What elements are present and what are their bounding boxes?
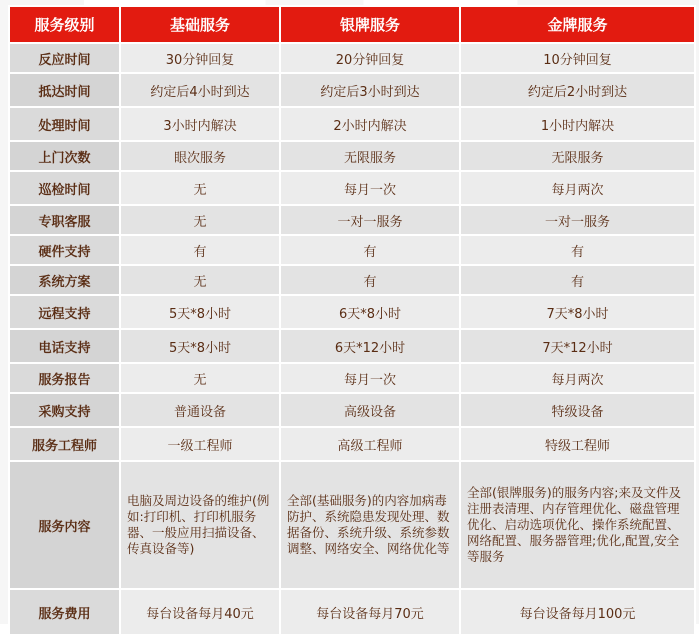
row-label: 服务内容 — [9, 461, 120, 589]
row-label: 远程支持 — [9, 295, 120, 329]
table-cell: 眼次服务 — [120, 141, 280, 171]
header-service-level: 服务级别 — [9, 6, 120, 43]
table-cell: 有 — [460, 235, 695, 265]
table-row — [9, 141, 695, 171]
table-cell: 1小时内解决 — [460, 107, 695, 141]
basic-service-content: 电脑及周边设备的维护(例如:打印机、打印机服务器、一般应用扫描设备、传真设备等) — [120, 461, 280, 589]
table-cell: 有 — [280, 235, 460, 265]
row-label: 抵达时间 — [9, 73, 120, 107]
table-row — [9, 43, 695, 73]
table-cell: 约定后4小时到达 — [120, 73, 280, 107]
header-silver-service: 银牌服务 — [280, 6, 460, 43]
table-cell: 一对一服务 — [460, 205, 695, 235]
table-cell: 无 — [120, 205, 280, 235]
silver-service-content: 全部(基础服务)的内容加病毒防护、系统隐患发现处理、数据备份、系统升级、系统参数调整、网络安全、网络优化等 — [280, 461, 460, 589]
row-label: 服务报告 — [9, 363, 120, 393]
header-gold-service: 金牌服务 — [460, 6, 695, 43]
table-cell: 无限服务 — [460, 141, 695, 171]
table-row — [9, 329, 695, 363]
row-label: 电话支持 — [9, 329, 120, 363]
row-label: 反应时间 — [9, 43, 120, 73]
table-row — [9, 205, 695, 235]
table-cell: 10分钟回复 — [460, 43, 695, 73]
row-label: 巡检时间 — [9, 171, 120, 205]
table-cell: 普通设备 — [120, 393, 280, 427]
table-cell: 7天*12小时 — [460, 329, 695, 363]
table-cell: 每月一次 — [280, 363, 460, 393]
gold-service-fee: 每台设备每月100元 — [460, 589, 695, 635]
table-cell: 每月两次 — [460, 363, 695, 393]
row-label: 系统方案 — [9, 265, 120, 295]
table-cell: 2小时内解决 — [280, 107, 460, 141]
table-cell: 5天*8小时 — [120, 329, 280, 363]
table-cell: 无 — [120, 363, 280, 393]
table-cell: 有 — [120, 235, 280, 265]
table-cell: 3小时内解决 — [120, 107, 280, 141]
table-row — [9, 427, 695, 461]
table-cell: 无 — [120, 265, 280, 295]
table-cell: 高级工程师 — [280, 427, 460, 461]
table-row — [9, 171, 695, 205]
table-cell: 无 — [120, 171, 280, 205]
table-cell: 高级设备 — [280, 393, 460, 427]
table-cell: 约定后3小时到达 — [280, 73, 460, 107]
row-label: 服务工程师 — [9, 427, 120, 461]
row-label: 上门次数 — [9, 141, 120, 171]
table-cell: 7天*8小时 — [460, 295, 695, 329]
header-basic-service: 基础服务 — [120, 6, 280, 43]
table-cell: 特级工程师 — [460, 427, 695, 461]
table-cell: 5天*8小时 — [120, 295, 280, 329]
table-cell: 无限服务 — [280, 141, 460, 171]
table-cell: 一级工程师 — [120, 427, 280, 461]
service-fee-row — [9, 589, 695, 635]
table-cell: 20分钟回复 — [280, 43, 460, 73]
table-row — [9, 235, 695, 265]
table-cell: 特级设备 — [460, 393, 695, 427]
table-cell: 约定后2小时到达 — [460, 73, 695, 107]
table-row — [9, 73, 695, 107]
table-cell: 每月一次 — [280, 171, 460, 205]
table-cell: 一对一服务 — [280, 205, 460, 235]
table-row — [9, 295, 695, 329]
row-label: 采购支持 — [9, 393, 120, 427]
table-row — [9, 107, 695, 141]
table-header-row — [9, 6, 695, 43]
service-content-row — [9, 461, 695, 589]
table-row — [9, 393, 695, 427]
table-row — [9, 265, 695, 295]
table-cell: 有 — [460, 265, 695, 295]
row-label: 硬件支持 — [9, 235, 120, 265]
table-cell: 6天*12小时 — [280, 329, 460, 363]
row-label: 服务费用 — [9, 589, 120, 635]
silver-service-fee: 每台设备每月70元 — [280, 589, 460, 635]
gold-service-content: 全部(银牌服务)的服务内容;来及文件及注册表清理、内存管理优化、磁盘管理优化、启动选项优化、操作系统配置、网络配置、服务器管理;优化,配置,安全等服务 — [460, 461, 695, 589]
table-cell: 6天*8小时 — [280, 295, 460, 329]
table-cell: 30分钟回复 — [120, 43, 280, 73]
table-row — [9, 363, 695, 393]
row-label: 专职客服 — [9, 205, 120, 235]
table-cell: 有 — [280, 265, 460, 295]
row-label: 处理时间 — [9, 107, 120, 141]
basic-service-fee: 每台设备每月40元 — [120, 589, 280, 635]
service-level-table — [8, 5, 696, 636]
table-cell: 每月两次 — [460, 171, 695, 205]
